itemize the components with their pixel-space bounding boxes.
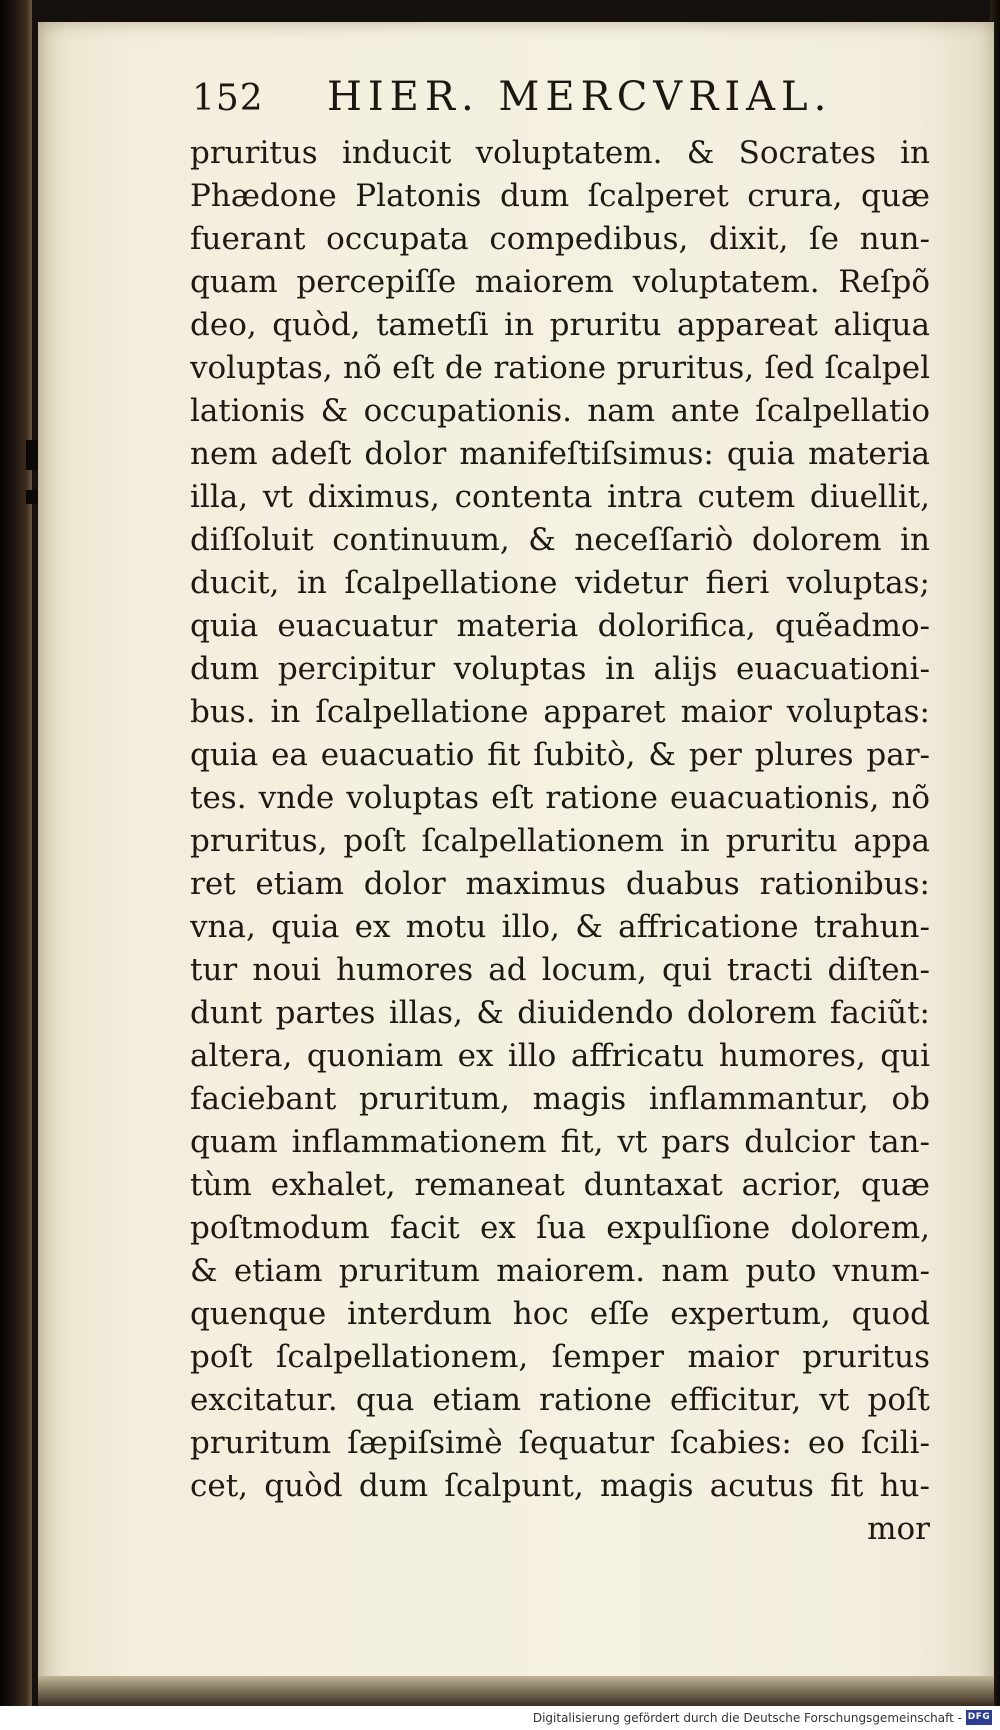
text-line: quia euacuatur materia dolorifica, quẽadmo- [190, 608, 930, 644]
text-line: diſſoluit continuum, & neceſſariò dolorem in [190, 522, 930, 558]
text-line: illa, vt diximus, contenta intra cutem diuellit, [190, 479, 930, 515]
page-bottom-edge [38, 1676, 994, 1706]
text-line: excitatur. qua etiam ratione efficitur, vt poſt [190, 1382, 930, 1418]
text-line: quam inflammationem fit, vt pars dulcior tan- [190, 1124, 930, 1160]
text-line: vna, quia ex motu illo, & affricatione trahun- [190, 909, 930, 945]
text-line: altera, quoniam ex illo affricatu humores, qui [190, 1038, 930, 1074]
dfg-logo: DFG [966, 1710, 992, 1725]
text-line: dum percipitur voluptas in alijs euacuationi- [190, 651, 930, 687]
text-line: pruritus inducit voluptatem. & Socrates in [190, 135, 930, 171]
text-line: bus. in ſcalpellatione apparet maior voluptas: [190, 694, 930, 730]
running-head: HIER. MERCVRIAL. [327, 74, 833, 120]
text-line: ret etiam dolor maximus duabus rationibus: [190, 866, 930, 902]
text-line: lationis & occupationis. nam ante ſcalpellatio [190, 393, 930, 429]
text-line: nem adeſt dolor manifeſtiſsimus: quia materia [190, 436, 930, 472]
text-line: faciebant pruritum, magis inflammantur, ob [190, 1081, 930, 1117]
catchword: mor [867, 1511, 930, 1547]
text-line: fuerant occupata compedibus, dixit, ſe nun- [190, 221, 930, 257]
text-line: quenque interdum hoc eſſe expertum, quod [190, 1296, 930, 1332]
text-line: tes. vnde voluptas eſt ratione euacuationis, nõ [190, 780, 930, 816]
text-line: pruritus, poſt ſcalpellationem in pruritu appa [190, 823, 930, 859]
text-line: voluptas, nõ eſt de ratione pruritus, ſed ſcalpel [190, 350, 930, 386]
footer-bar [0, 1706, 1000, 1730]
text-line: cet, quòd dum ſcalpunt, magis acutus fit hu- [190, 1468, 930, 1504]
text-line: quam percepiſſe maiorem voluptatem. Reſpõ [190, 264, 930, 300]
text-line: tur noui humores ad locum, qui tracti diſten- [190, 952, 930, 988]
page-header [192, 70, 882, 130]
text-line: tùm exhalet, remaneat duntaxat acrior, quæ [190, 1167, 930, 1203]
text-line: poſt ſcalpellationem, ſemper maior pruritus [190, 1339, 930, 1375]
text-line: Phædone Platonis dum ſcalperet crura, quæ [190, 178, 930, 214]
digitization-credit: Digitalisierung gefördert durch die Deutsche Forschungsgemeinschaft - [532, 1711, 962, 1725]
text-line: & etiam pruritum maiorem. nam puto vnum- [190, 1253, 930, 1289]
text-line: poſtmodum facit ex ſua expulſione dolorem, [190, 1210, 930, 1246]
text-line: deo, quòd, tametſi in pruritu appareat aliqua [190, 307, 930, 343]
text-line: dunt partes illas, & diuidendo dolorem faciũt: [190, 995, 930, 1031]
text-line: pruritum ſæpiſsimè ſequatur ſcabies: eo ſcili- [190, 1425, 930, 1461]
text-line: ducit, in ſcalpellatione videtur fieri voluptas; [190, 565, 930, 601]
body-text [190, 132, 930, 1551]
text-line: quia ea euacuatio fit ſubitò, & per plures par- [190, 737, 930, 773]
page-number: 152 [192, 78, 264, 119]
binding-edge [0, 0, 32, 1706]
